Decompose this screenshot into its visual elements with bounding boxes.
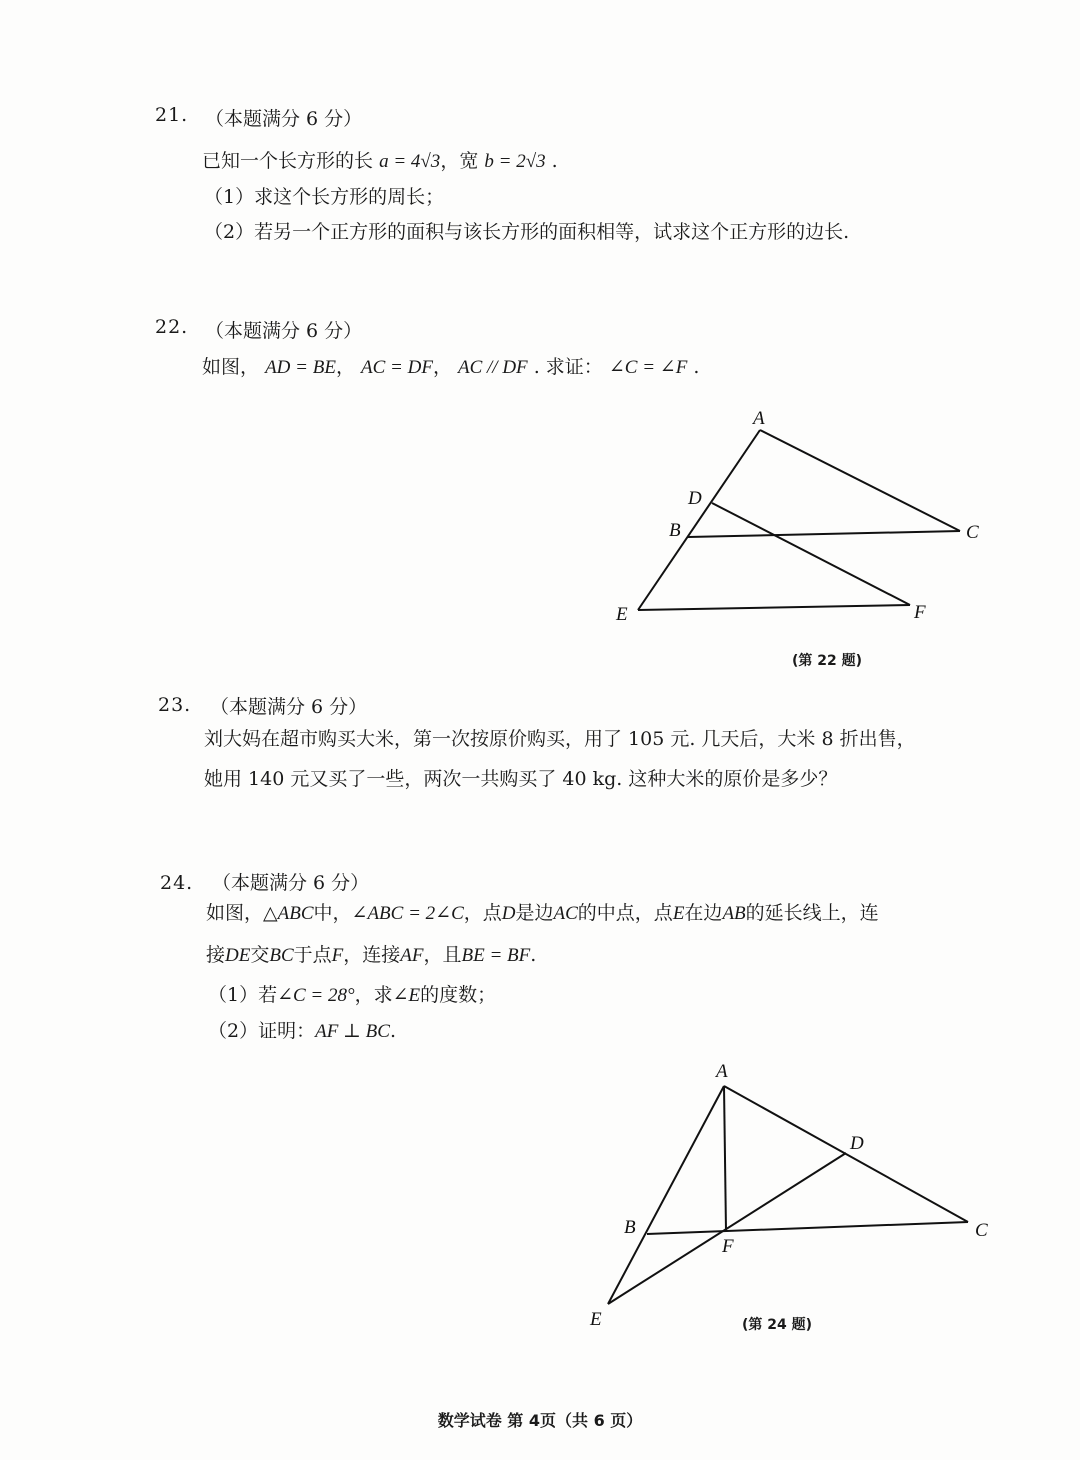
q22-label-f: F: [914, 602, 926, 623]
q24-line2-c: 于点: [293, 944, 332, 966]
q22-label-c: C: [966, 522, 979, 543]
q22-stem-prefix: 如图，: [202, 356, 260, 378]
q22-end: .: [693, 356, 700, 378]
q24-side-ab: AB: [722, 903, 746, 924]
q22-segment-bc: [688, 531, 960, 537]
q24-figure: [580, 1055, 1020, 1340]
q24-side-ac: AC: [553, 903, 578, 924]
q24-line1-f: 在边: [684, 902, 723, 924]
q24-line2-d: ，连接: [343, 944, 401, 966]
q22-segment-ac: [760, 430, 960, 531]
q22-sep1: ，: [335, 356, 355, 378]
q22-cond2: AC = DF: [361, 357, 433, 378]
q22-sep2: ，: [432, 356, 452, 378]
q24-segment-af: [724, 1086, 726, 1231]
q24-part2-a: （2）证明：: [208, 1020, 316, 1042]
q24-line2-e: ，且: [423, 944, 462, 966]
q22-segment-df: [712, 503, 910, 605]
q24-point-f: F: [331, 945, 344, 966]
q24-line2-f: .: [530, 944, 537, 966]
q24-label-d: D: [850, 1133, 864, 1154]
q22-label-d: D: [688, 488, 702, 509]
q24-part2: [208, 1016, 396, 1043]
q24-part1-b: ，求: [354, 984, 393, 1006]
q22-goal: ∠C = ∠F: [608, 357, 688, 378]
q22-label-b: B: [669, 520, 681, 541]
q24-segment-af-text: AF: [400, 945, 424, 966]
q24-label-b: B: [624, 1217, 636, 1238]
q24-part1-goal: ∠E: [392, 985, 421, 1006]
q24-point-e: E: [672, 903, 685, 924]
q24-segment-de-text: DE: [225, 945, 251, 966]
q24-triangle: △ABC: [263, 903, 314, 924]
q22-stem: [202, 352, 699, 379]
q24-line1: [206, 898, 879, 925]
q24-part1-c: 的度数；: [420, 984, 497, 1006]
q21-width-b: b = 2√3: [484, 151, 546, 172]
q22-figure: [600, 400, 1000, 630]
q24-segment-bc: [647, 1222, 968, 1234]
q24-header: （本题满分 6 分）: [212, 872, 370, 894]
page-footer: 数学试卷 第 4页（共 6 页）: [437, 1411, 643, 1430]
q24-part1: [208, 980, 496, 1007]
q24-angle-condition: ∠ABC = 2∠C: [351, 903, 464, 924]
q21-stem-mid: ，宽: [440, 150, 479, 172]
q21-length-a: a = 4√3: [379, 151, 441, 172]
q24-line2-a: 接: [206, 944, 226, 966]
q22-label-a: A: [753, 408, 765, 429]
q21-number: 21.: [155, 104, 189, 126]
q24-part1-a: （1）若: [208, 984, 278, 1006]
q21-stem: [202, 146, 558, 173]
q24-line1-a: 如图，: [206, 902, 264, 924]
q23-line2: 她用 140 元又买了一些，两次一共购买了 40 kg. 这种大米的原价是多少？: [204, 768, 838, 790]
q24-label-a: A: [716, 1061, 728, 1082]
q24-line1-g: 的延长线上，连: [745, 902, 879, 924]
q22-header: （本题满分 6 分）: [205, 320, 363, 342]
q24-label-f: F: [722, 1236, 734, 1257]
q22-number: 22.: [155, 316, 189, 338]
q22-cond3: AC // DF: [458, 357, 528, 378]
q24-label-e: E: [590, 1309, 602, 1330]
q24-line1-b: 中，: [313, 902, 352, 924]
q24-caption: (第 24 题): [742, 1317, 813, 1333]
q24-point-d: D: [501, 903, 516, 924]
q24-line1-e: 的中点，点: [577, 902, 673, 924]
q22-mid: . 求证：: [533, 356, 603, 378]
q23-line1: 刘大妈在超市购买大米，第一次按原价购买，用了 105 元. 几天后，大米 8 折出售，: [204, 728, 916, 750]
q24-label-c: C: [975, 1220, 988, 1241]
q24-number: 24.: [160, 872, 194, 894]
q24-equality: BE = BF: [461, 945, 531, 966]
q23-header: （本题满分 6 分）: [210, 696, 368, 718]
q22-label-e: E: [616, 604, 628, 625]
q22-segment-ef: [638, 605, 910, 610]
q22-cond1: AD = BE: [265, 357, 336, 378]
q22-caption: (第 22 题): [792, 653, 863, 669]
q24-part2-b: .: [389, 1020, 396, 1042]
q21-header: （本题满分 6 分）: [205, 108, 363, 130]
q21-stem-end: .: [551, 150, 558, 172]
q24-line2-b: 交: [250, 944, 270, 966]
q21-stem-prefix: 已知一个长方形的长: [202, 150, 374, 172]
q24-segment-ae: [608, 1086, 724, 1304]
q24-segment-bc-text: BC: [269, 945, 294, 966]
q21-part1: （1）求这个长方形的周长；: [204, 186, 445, 208]
q24-part1-condition: ∠C = 28°: [277, 985, 355, 1006]
q24-line1-c: ，点: [463, 902, 502, 924]
q24-line1-d: 是边: [515, 902, 554, 924]
q23-number: 23.: [158, 694, 192, 716]
q24-line2: [206, 940, 536, 967]
q24-part2-goal: AF ⊥ BC: [315, 1021, 390, 1042]
q22-segment-ae: [638, 430, 760, 610]
q21-part2: （2）若另一个正方形的面积与该长方形的面积相等，试求这个正方形的边长.: [204, 221, 850, 243]
